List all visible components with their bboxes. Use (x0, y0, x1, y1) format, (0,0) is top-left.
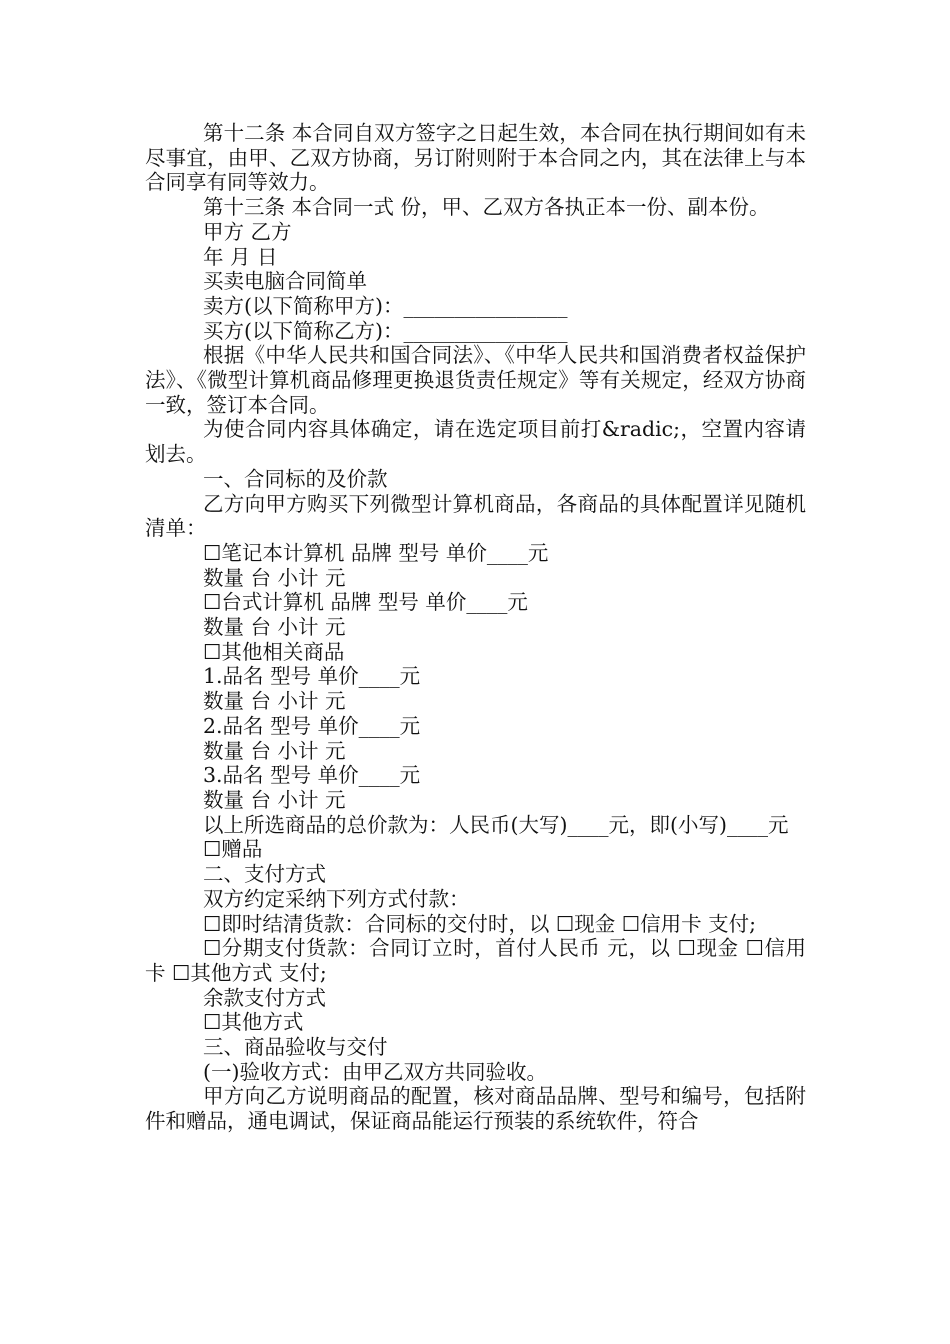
payment-installment: ☐分期支付货款：合同订立时，首付人民币 元，以 ☐现金 ☐信用卡 ☐其他方式 支付; (145, 936, 806, 985)
seller-line: 卖方(以下简称甲方)：________________ (203, 293, 568, 318)
payment-balance: 余款支付方式 (203, 985, 326, 1010)
item-other-2: 2.品名 型号 单价____元 (203, 713, 421, 738)
section-1-intro: 乙方向甲方购买下列微型计算机商品，各商品的具体配置详见随机清单： (145, 491, 806, 541)
item-other-1: 1.品名 型号 单价____元 (203, 664, 421, 689)
inspection-detail: 甲方向乙方说明商品的配置，核对商品品牌、型号和编号，包括附件和赠品，通电调试，保证商品能运行预装的系统软件，符合 (145, 1084, 806, 1134)
payment-other: ☐其他方式 (203, 1010, 304, 1035)
signature-date: 年 月 日 (203, 244, 278, 269)
item-other-heading: ☐其他相关商品 (203, 639, 345, 664)
section-3-heading: 三、商品验收与交付 (203, 1035, 388, 1060)
gift-option: ☐赠品 (203, 837, 263, 862)
total-price: 以上所选商品的总价款为：人民币(大写)____元，即(小写)____元 (203, 812, 789, 837)
legal-basis: 根据《中华人民共和国合同法》、《中华人民共和国消费者权益保护法》、《微型计算机商品修理更换退货责任规定》等有关规定，经双方协商一致，签订本合同。 (145, 343, 806, 417)
section-2-heading: 二、支付方式 (203, 862, 326, 887)
section-1-heading: 一、合同标的及价款 (203, 466, 388, 491)
item-other-3: 3.品名 型号 单价____元 (203, 763, 421, 788)
item-laptop-qty: 数量 台 小计 元 (203, 565, 346, 590)
item-other-1-qty: 数量 台 小计 元 (203, 689, 346, 714)
payment-intro: 双方约定采纳下列方式付款： (203, 886, 470, 911)
signature-parties: 甲方 乙方 (203, 219, 292, 244)
contract-title: 买卖电脑合同简单 (203, 269, 367, 294)
contract-document (145, 121, 806, 1134)
item-other-2-qty: 数量 台 小计 元 (203, 738, 346, 763)
buyer-line: 买方(以下简称乙方)：________________ (203, 318, 568, 343)
item-laptop: ☐笔记本计算机 品牌 型号 单价____元 (203, 540, 549, 565)
clause-13: 第十三条 本合同一式 份，甲、乙双方各执正本一份、副本份。 (203, 195, 770, 220)
item-other-3-qty: 数量 台 小计 元 (203, 787, 346, 812)
payment-immediate: ☐即时结清货款：合同标的交付时，以 ☐现金 ☐信用卡 支付; (203, 911, 757, 936)
clause-12: 第十二条 本合同自双方签字之日起生效，本合同在执行期间如有未尽事宜，由甲、乙双方协商，另订附则附于本合同之内，其在法律上与本合同享有同等效力。 (145, 121, 806, 195)
inspection-method: (一)验收方式：由甲乙双方共同验收。 (203, 1059, 547, 1084)
item-desktop-qty: 数量 台 小计 元 (203, 615, 346, 640)
item-desktop: ☐台式计算机 品牌 型号 单价____元 (203, 590, 528, 615)
instruction-note: 为使合同内容具体确定，请在选定项目前打&radic;，空置内容请划去。 (145, 417, 806, 467)
